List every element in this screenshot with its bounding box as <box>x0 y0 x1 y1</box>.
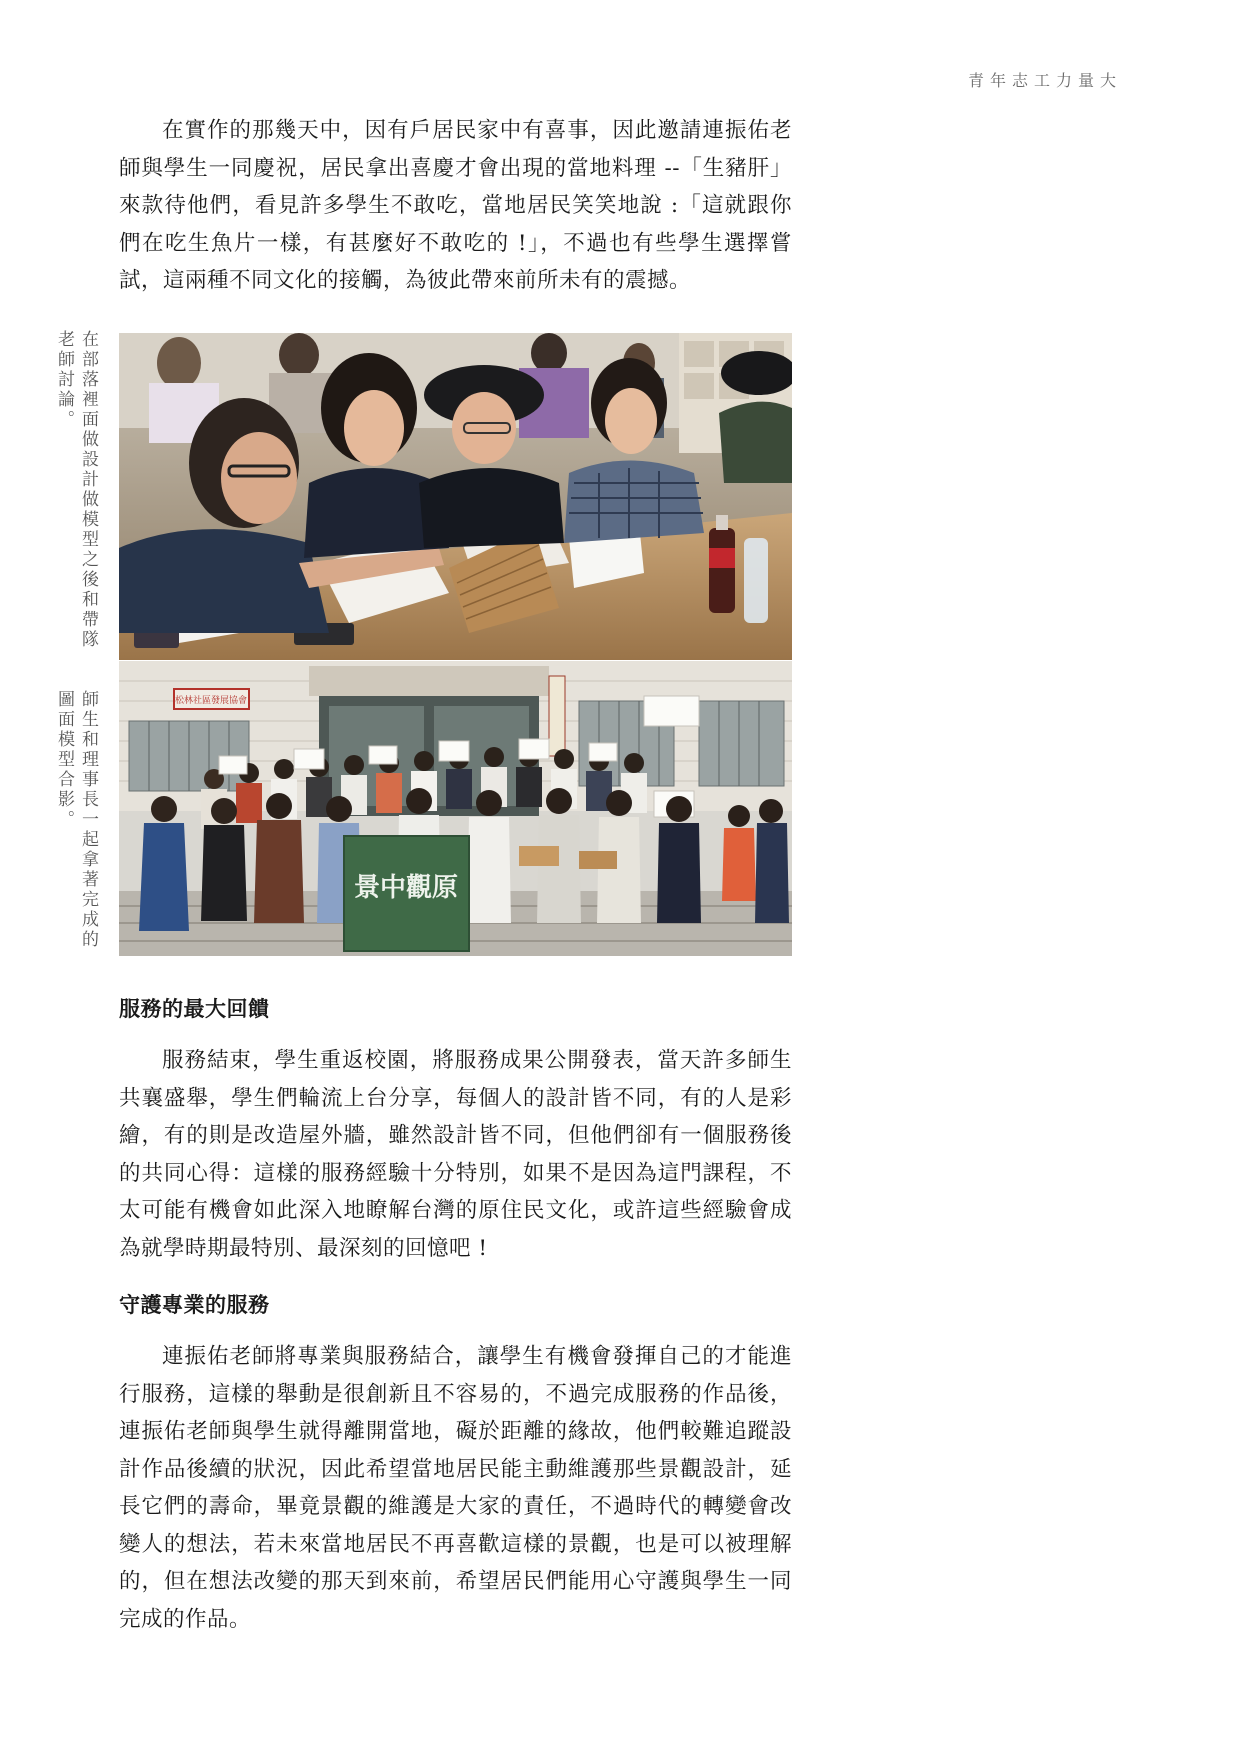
photo-group <box>119 661 792 956</box>
section-paragraph-service-reward: 服務結束，學生重返校園，將服務成果公開發表，當天許多師生共襄盛舉，學生們輪流上台分享，每個人的設計皆不同，有的人是彩繪，有的則是改造屋外牆，雖然設計皆不同，但他們卻有一個服務後的共同心得：這樣的服務經驗十分特別，如果不是因為這門課程，不太可能有機會如此深入地瞭解台灣的原住民文化，或許這些經驗會成為就學時期最特別、最深刻的回憶吧 ! <box>119 1048 792 1261</box>
photo-caption-1: 在部落裡面做設計做模型之後和帶隊老師討論。 <box>54 330 98 650</box>
section-guarding-service <box>119 1290 792 1638</box>
green-banner-text: 景中觀原 <box>353 873 459 903</box>
section-heading-service-reward: 服務的最大回饋 <box>119 996 270 1021</box>
section-paragraph-guarding-service: 連振佑老師將專業與服務結合，讓學生有機會發揮自己的才能進行服務，這樣的舉動是很創新且不容易的，不過完成服務的作品後，連振佑老師與學生就得離開當地，礙於距離的緣故，他們較難追蹤設計作品後續的狀況，因此希望當地居民能主動維護那些景觀設計，延長它們的壽命，畢竟景觀的維護是大家的責任，不過時代的轉變會改變人的想法，若未來當地居民不再喜歡這樣的景觀，也是可以被理解的，但在想法改變的那天到來前，希望居民們能用心守護與學生一同完成的作品。 <box>119 1344 792 1632</box>
intro-paragraph: 在實作的那幾天中，因有戶居民家中有喜事，因此邀請連振佑老師與學生一同慶祝，居民拿出喜慶才會出現的當地料理 --「生豬肝」來款待他們，看見許多學生不敢吃，當地居民笑笑地說 :「這就跟你們在吃生魚片一樣，有甚麼好不敢吃的 !」，不過也有些學生選擇嘗試，這兩種不同文化的接觸，為彼此帶來前所未有的震撼。 <box>119 118 792 293</box>
photo-caption-2: 師生和理事長一起拿著完成的圖面模型合影。 <box>54 690 98 950</box>
intro-section <box>119 112 792 300</box>
section-service-reward <box>119 994 792 1267</box>
photo-group-image <box>119 661 792 956</box>
running-header: 青年志工力量大 <box>967 71 1122 90</box>
section-heading-guarding-service: 守護專業的服務 <box>119 1292 270 1317</box>
building-sign: 松林社區發展協會 <box>174 696 248 706</box>
photo-model-discussion-image <box>119 333 792 660</box>
photo-model-discussion <box>119 333 792 660</box>
